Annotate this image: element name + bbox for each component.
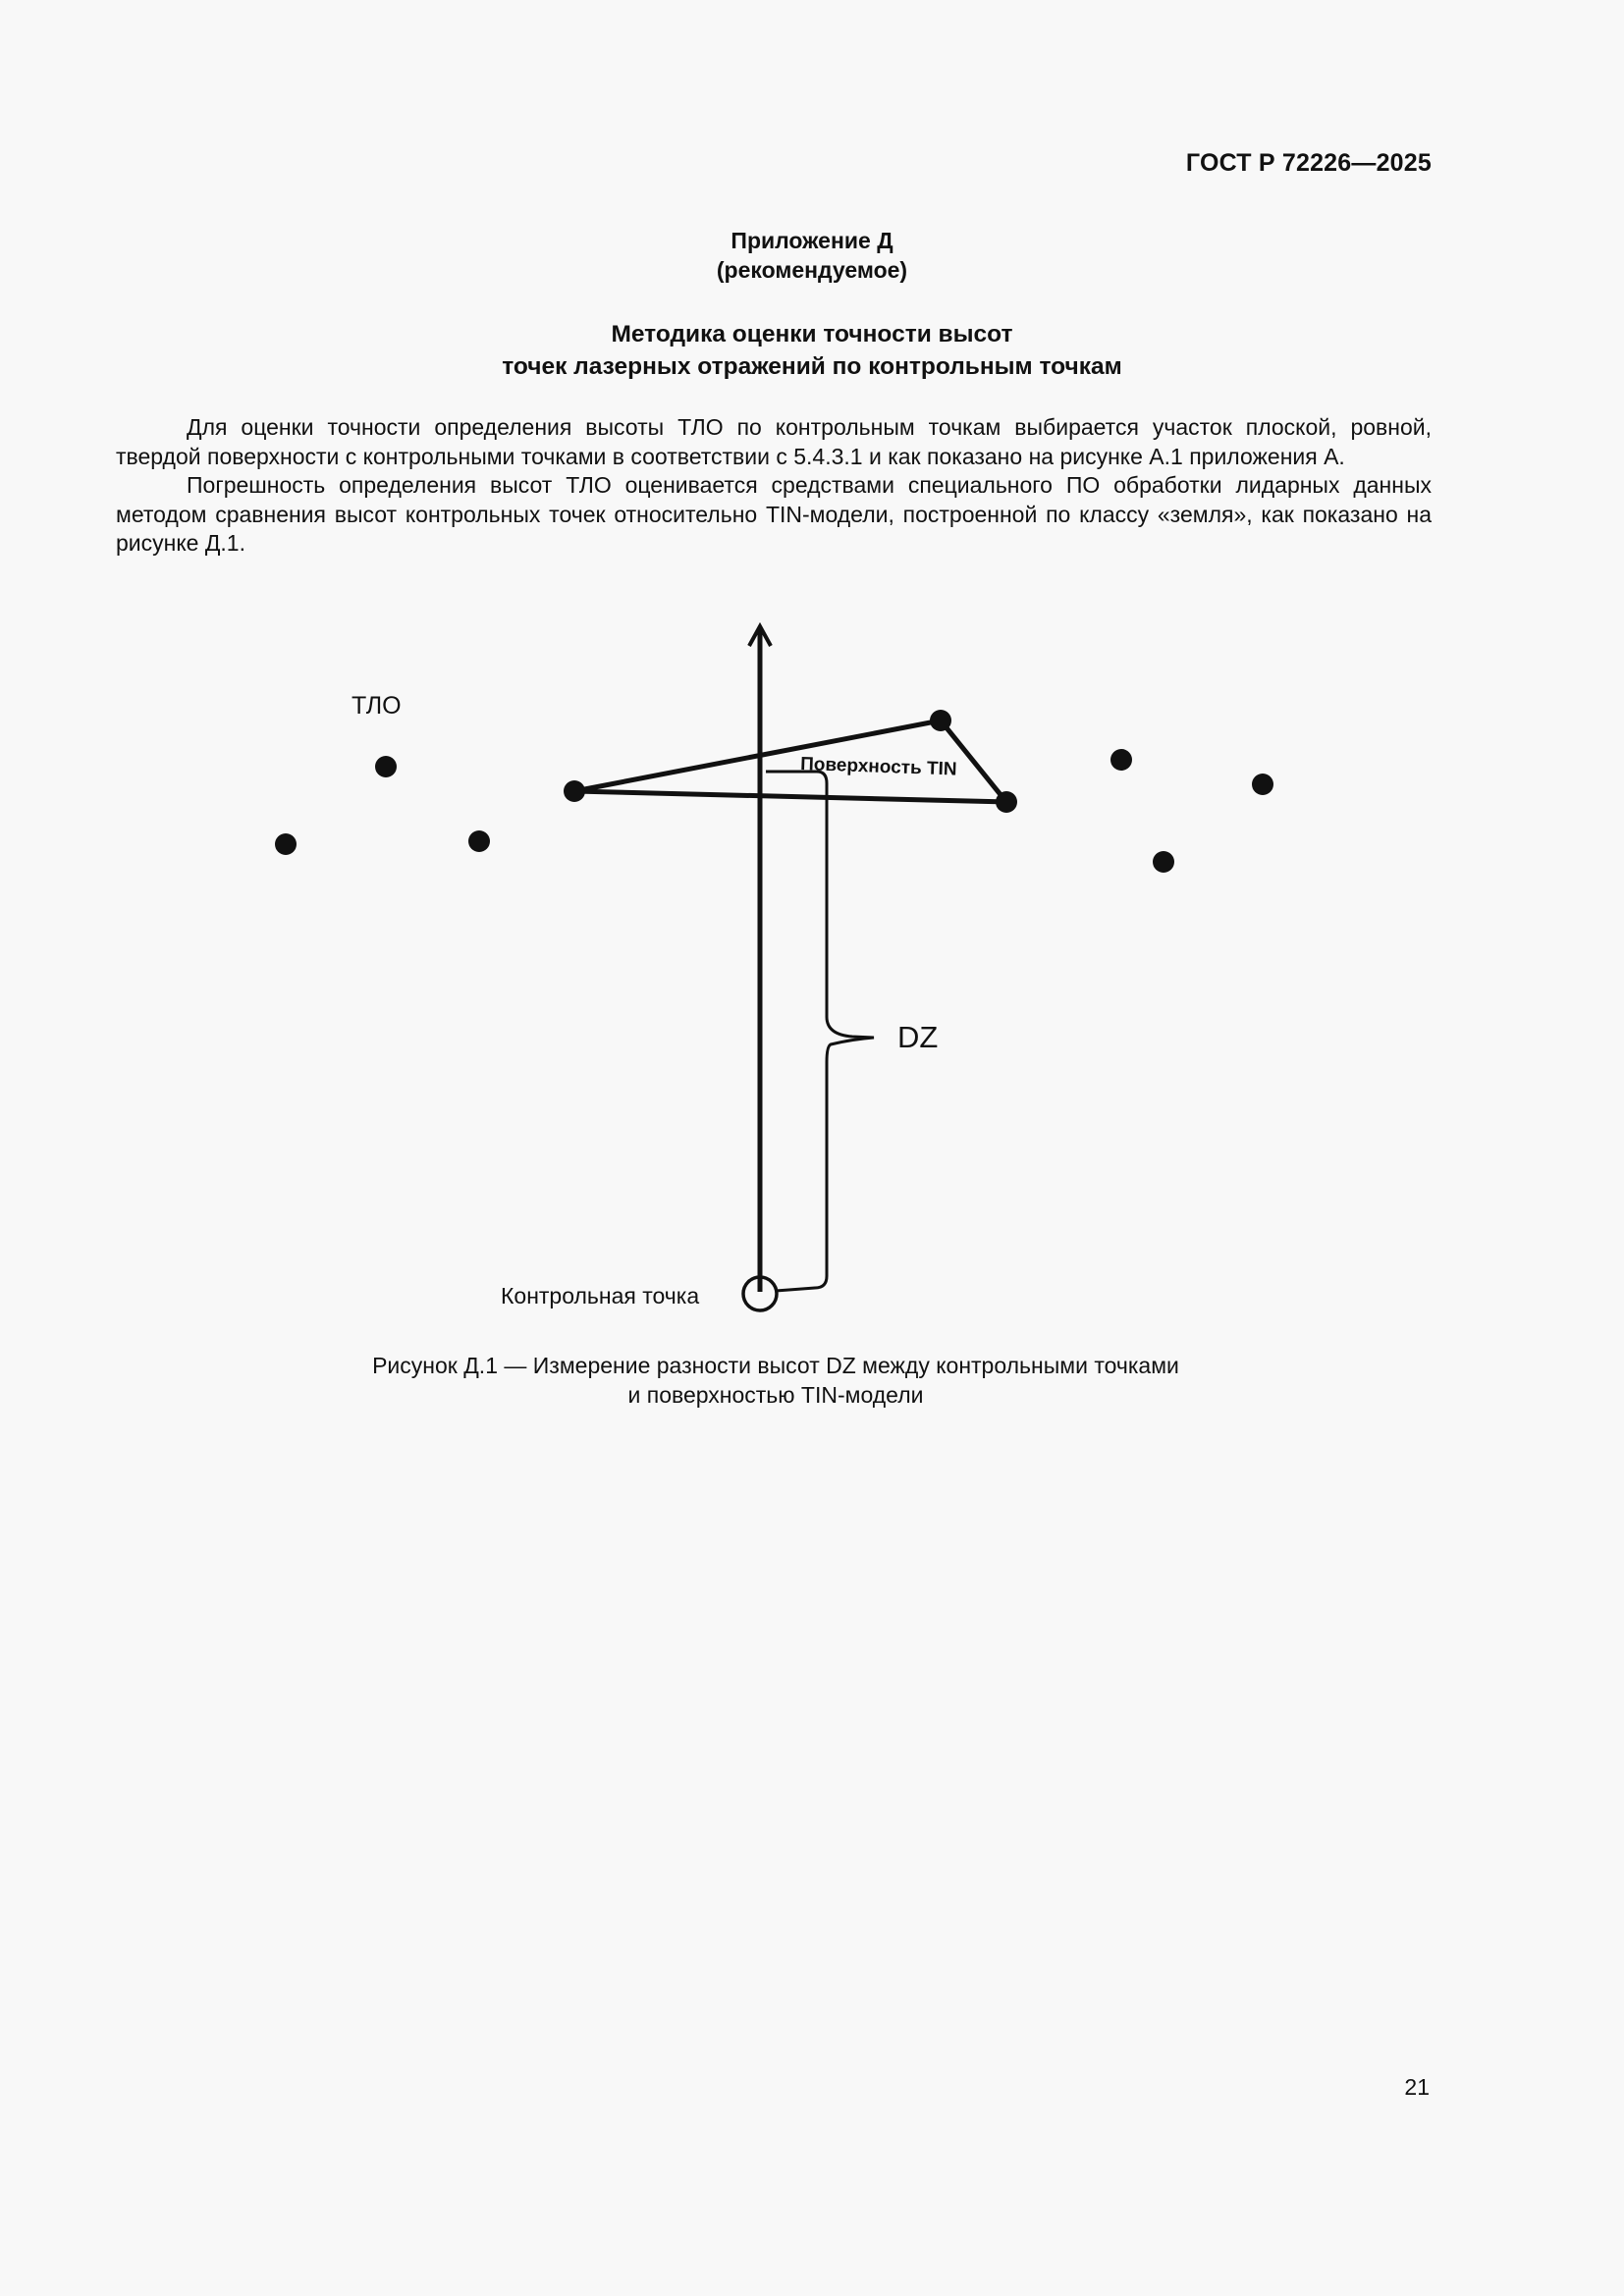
method-title-line-2: точек лазерных отражений по контрольным точкам: [502, 353, 1122, 380]
tlo-point: [1110, 749, 1132, 771]
tlo-point: [1252, 774, 1273, 795]
tlo-point: [996, 791, 1017, 813]
caption-line-1: Рисунок Д.1 — Измерение разности высот DZ между контрольными точками: [372, 1353, 1179, 1378]
appendix-status: (рекомендуемое): [716, 257, 908, 283]
label-control-point: Контрольная точка: [501, 1283, 700, 1308]
caption-line-2: и поверхностью TIN-модели: [627, 1382, 924, 1408]
label-tin-surface: Поверхность TIN: [799, 754, 957, 780]
page-number: 21: [1404, 2074, 1430, 2100]
body-paragraph-2: Погрешность определения высот ТЛО оценивается средствами специального ПО обработки лидарных данных методом сравнения высот контрольных точек относительно TIN-модели, построенной по классу «земля», как показано на рисунке Д.1.: [116, 472, 1432, 556]
method-title-line-1: Методика оценки точности высот: [611, 321, 1013, 347]
document-standard-number: ГОСТ Р 72226—2025: [1185, 149, 1432, 177]
tlo-point: [930, 710, 951, 731]
appendix-title: Приложение Д: [731, 228, 893, 253]
figure-caption: [0, 1351, 1551, 1410]
label-dz: DZ: [897, 1020, 939, 1054]
body-paragraph-1: Для оценки точности определения высоты ТЛО по контрольным точкам выбирается участок плоской, ровной, твердой поверхности с контрольными точками в соответствии с 5.4.3.1 и как показано на рисунке А.1 приложения А.: [116, 414, 1432, 469]
dz-bracket: [766, 772, 874, 1291]
label-tlo: ТЛО: [352, 692, 402, 720]
tlo-point: [468, 830, 490, 852]
tlo-point: [275, 833, 297, 855]
tlo-point: [1153, 851, 1174, 873]
tlo-point: [564, 780, 585, 802]
tlo-point: [375, 756, 397, 777]
